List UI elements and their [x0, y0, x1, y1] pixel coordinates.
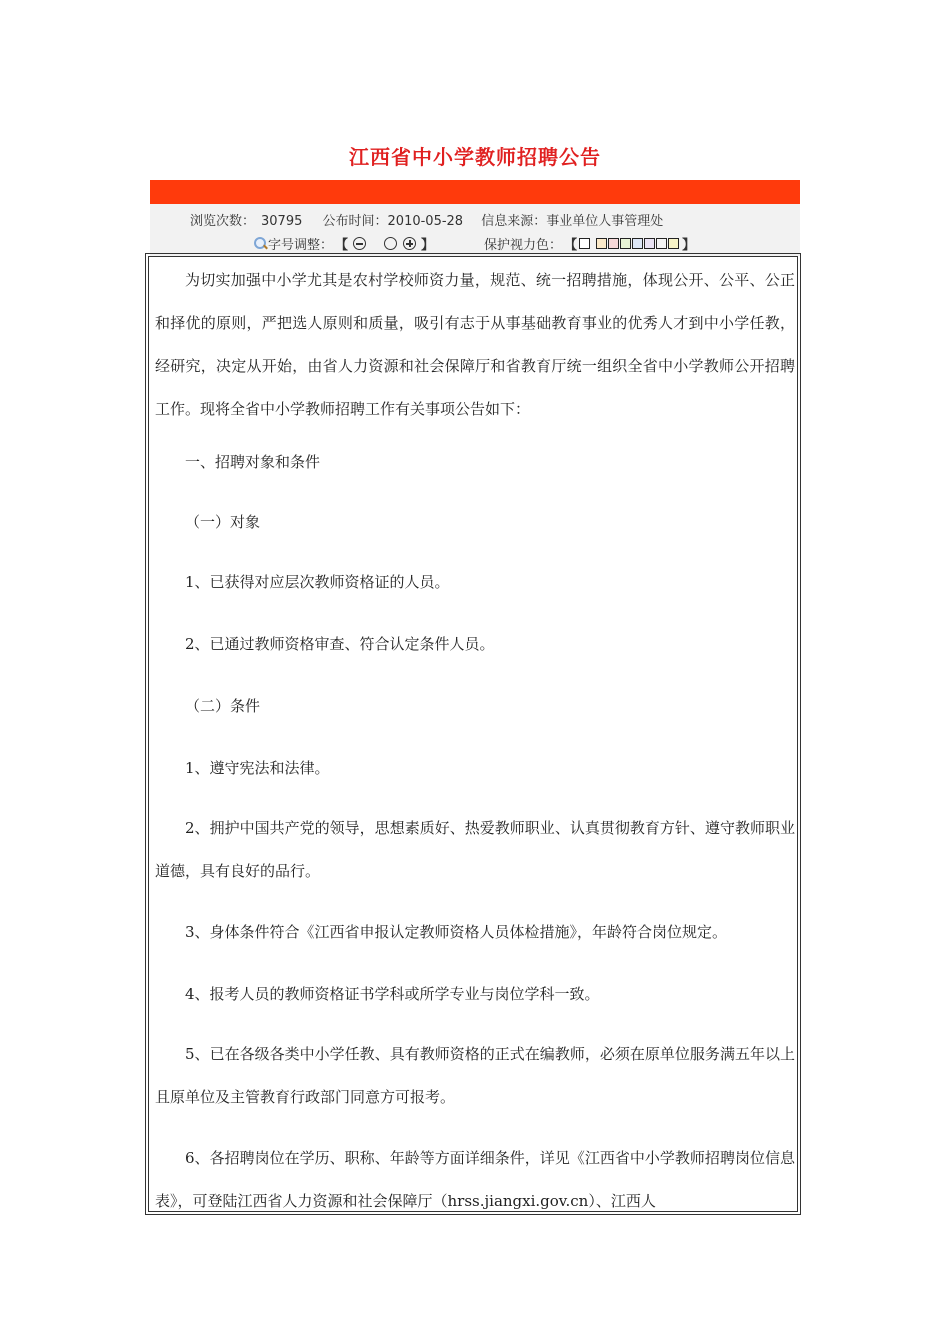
meta-info — [150, 204, 800, 256]
eye-color-label: 保护视力色： — [484, 238, 563, 253]
color-swatch[interactable] — [656, 238, 667, 249]
magnifier-icon — [254, 237, 267, 250]
publish-date: 2010-05-28 — [387, 214, 464, 229]
source-value: 事业单位人事管理处 — [546, 214, 664, 229]
source-label: 信息来源： — [481, 214, 547, 229]
color-swatch[interactable] — [620, 238, 631, 249]
list-item: 5、已在各级各类中小学任教、具有教师资格的正式在编教师，必须在原单位服务满五年以上且原单位及主管教育行政部门同意方可报考。 — [155, 1045, 795, 1106]
list-item: 2、已通过教师资格审查、符合认定条件人员。 — [185, 635, 495, 653]
meta-line-primary — [190, 210, 669, 229]
section-heading: 一、招聘对象和条件 — [185, 453, 321, 471]
bracket-close-2: 】 — [682, 238, 696, 253]
color-swatch[interactable] — [579, 238, 590, 249]
color-swatch[interactable] — [632, 238, 643, 249]
color-swatch[interactable] — [668, 238, 679, 249]
list-item: 6、各招聘岗位在学历、职称、年龄等方面详细条件，详见《江西省中小学教师招聘岗位信息表》，可登陆江西省人力资源和社会保障厅（hrss.jiangxi.gov.cn）、江西人 — [155, 1149, 795, 1210]
meta-line-controls — [254, 234, 697, 253]
bracket-open-2: 【 — [564, 238, 578, 253]
views-count: 30795 — [261, 214, 303, 229]
color-swatch[interactable] — [608, 238, 619, 249]
subsection-heading: （一）对象 — [185, 513, 261, 531]
bracket-open: 【 — [335, 238, 349, 253]
list-item: 3、身体条件符合《江西省申报认定教师资格人员体检措施》，年龄符合岗位规定。 — [185, 923, 728, 941]
views-label: 浏览次数： — [190, 214, 256, 229]
color-swatch[interactable] — [644, 238, 655, 249]
font-reset-icon[interactable] — [384, 237, 397, 250]
bracket-close: 】 — [421, 238, 435, 253]
date-label: 公布时间： — [322, 214, 388, 229]
color-swatch[interactable] — [596, 238, 607, 249]
paragraph-intro: 为切实加强中小学尤其是农村学校师资力量，规范、统一招聘措施，体现公开、公平、公正和择优的原则，严把选人原则和质量，吸引有志于从事基础教育事业的优秀人才到中小学任教，经研究，决定从开始，由省人力资源和社会保障厅和省教育厅统一组织全省中小学教师公开招聘工作。现将全省中小学教师招聘工作有关事项公告如下： — [155, 271, 795, 418]
font-size-label: 字号调整： — [268, 238, 334, 253]
header-bar — [150, 180, 800, 204]
list-item: 2、拥护中国共产党的领导，思想素质好、热爱教师职业、认真贯彻教育方针、遵守教师职业道德，具有良好的品行。 — [155, 819, 795, 880]
font-decrease-icon[interactable] — [353, 237, 366, 250]
subsection-heading: （二）条件 — [185, 697, 261, 715]
color-swatches — [579, 238, 680, 249]
list-item: 4、报考人员的教师资格证书学科或所学专业与岗位学科一致。 — [185, 985, 600, 1003]
page-title: 江西省中小学教师招聘公告 — [349, 145, 601, 169]
font-increase-icon[interactable] — [403, 237, 416, 250]
list-item: 1、已获得对应层次教师资格证的人员。 — [185, 573, 450, 591]
article-body — [148, 256, 798, 1212]
list-item: 1、遵守宪法和法律。 — [185, 759, 330, 777]
